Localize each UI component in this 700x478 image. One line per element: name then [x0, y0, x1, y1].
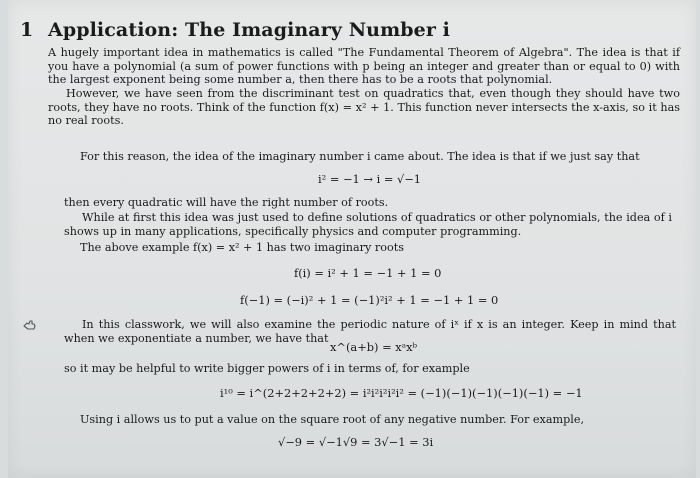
- section-heading: [20, 19, 450, 41]
- section-number: 1: [20, 19, 34, 41]
- equation-f-of-minus-one: f(−1) = (−i)² + 1 = (−1)²i² + 1 = −1 + 1 = 0: [240, 293, 499, 307]
- paragraph-applications: While at first this idea was just used to define solutions of quadratics or other polynomials, the idea of i shows up in many applications, specifically physics and computer programming.: [64, 211, 672, 238]
- equation-i-definition: i² = −1 → i = √−1: [318, 172, 422, 186]
- paragraph-periodic-nature: In this classwork, we will also examine the periodic nature of iˣ if x is an integer. Keep in mind that when we exponentiate a number, we have that: [64, 318, 676, 345]
- equation-exponent-rule: x^(a+b) = xᵃxᵇ: [330, 340, 418, 354]
- paragraph-example-function: The above example f(x) = x² + 1 has two imaginary roots: [80, 241, 404, 254]
- paragraph-imaginary-intro: For this reason, the idea of the imaginary number i came about. The idea is that if we just say that: [80, 150, 640, 163]
- paragraph-bigger-powers: so it may be helpful to write bigger powers of i in terms of, for example: [64, 362, 470, 375]
- paragraph-quadratic-roots: then every quadratic will have the right number of roots.: [64, 196, 389, 209]
- equation-i-to-the-tenth: i¹⁰ = i^(2+2+2+2+2) = i²i²i²i²i² = (−1)(−1)(−1)(−1)(−1) = −1: [220, 386, 583, 400]
- hand-pointer-icon: [22, 317, 38, 331]
- paragraph-discriminant: However, we have seen from the discriminant test on quadratics that, even though they should have two roots, they have no roots. Think of the function f(x) = x² + 1. This function never intersects the x-axis, so it has no real roots.: [48, 87, 680, 128]
- equation-f-of-i: f(i) = i² + 1 = −1 + 1 = 0: [294, 266, 442, 280]
- equation-sqrt-minus-nine: √−9 = √−1√9 = 3√−1 = 3i: [278, 435, 434, 449]
- document-page: [8, 0, 696, 478]
- paragraph-fundamental-theorem: A hugely important idea in mathematics is called "The Fundamental Theorem of Algebra". The idea is that if you have a polynomial (a sum of power functions with p being an integer and greater than or equal to 0) with the largest exponent being some number a, then there has to be a roots that polynomial.: [48, 46, 680, 87]
- section-title: Application: The Imaginary Number i: [48, 19, 450, 41]
- paragraph-negative-roots: Using i allows us to put a value on the square root of any negative number. For example,: [80, 413, 585, 426]
